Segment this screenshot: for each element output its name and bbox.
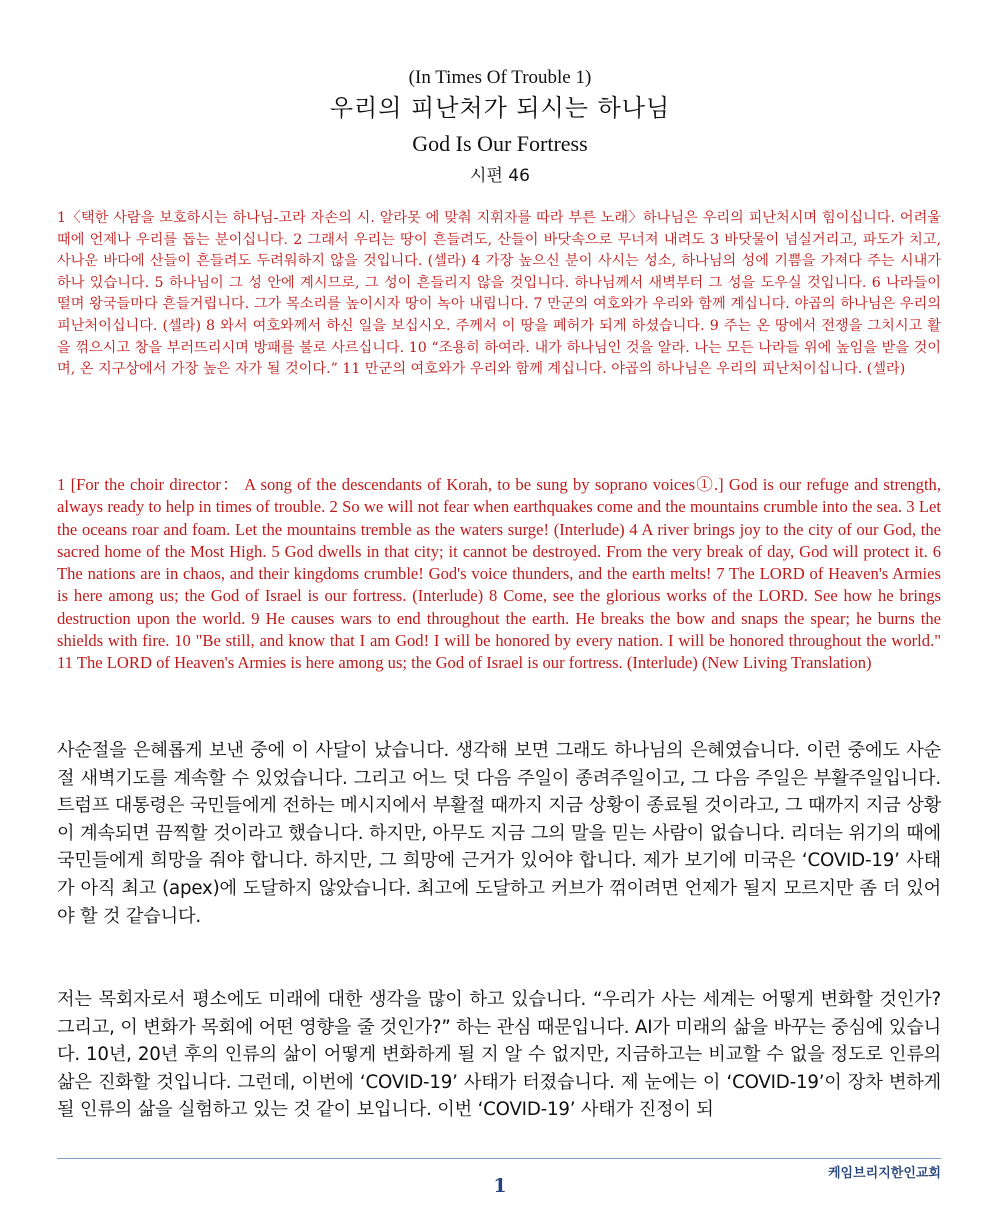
scripture-reference: 시편 46 <box>470 166 530 186</box>
series-subtitle: (In Times Of Trouble 1) <box>408 67 592 88</box>
page-number: 1 <box>493 1175 507 1197</box>
footer-divider <box>57 1158 941 1159</box>
korean-sermon-title: 우리의 피난처가 되시는 하나님 <box>329 94 671 122</box>
english-sermon-title: God Is Our Fortress <box>412 131 588 156</box>
sermon-paragraph-1: 사순절을 은혜롭게 보낸 중에 이 사달이 났습니다. 생각해 보면 그래도 하나님의 은혜였습니다. 이런 중에도 사순절 새벽기도를 계속할 수 있었습니다. 그리고 어느 덧 다음 주일이 종려주일이고, 그 다음 주일은 부활주일입니다. 트럼프 대통령은 국민들에게 전하는 메시지에서 부활절 때까지 지금 상황이 종료될 것이라고, 그 때까지 지금 상황이 계속되면 끔찍할 것이라고 했습니다. 하지만, 아무도 지금 그의 말을 믿는 사람이 없습니다. 리더는 위기의 때에 국민들에게 희망을 줘야 합니다. 하지만, 그 희망에 근거가 있어야 합니다. 제가 보기에 미국은 ‘COVID-19’ 사태가 아직 최고 (apex)에 도달하지 않았습니다. 최고에 도달하고 커브가 꺾이려면 언제가 될지 모르지만 좀 더 있어야 할 것 같습니다. <box>57 740 941 927</box>
title-block <box>0 66 1000 190</box>
english-scripture-passage: 1 [For the choir director： A song of the descendants of Korah, to be sung by soprano voices①.] God is our refuge and strength, always ready to help in times of trouble. 2 So we will not fear when earthquakes come and the mountains crumble into the sea. 3 Let the oceans roar and foam. Let the mountains tremble as the waters surge! (Interlude) 4 A river brings joy to the city of our God, the sacred home of the Most High. 5 God dwells in that city; it cannot be destroyed. From the very break of day, God will protect it. 6 The nations are in chaos, and their kingdoms crumble! God's voice thunders, and the earth melts! 7 The LORD of Heaven's Armies is here among us; the God of Israel is our fortress. (Interlude) 8 Come, see the glorious works of the LORD. See how he brings destruction upon the world. 9 He causes wars to end throughout the earth. He breaks the bow and snaps the spear; he burns the shields with fire. 10 "Be still, and know that I am God! I will be honored by every nation. I will be honored throughout the world." 11 The LORD of Heaven's Armies is here among us; the God of Israel is our fortress. (Interlude) (New Living Translation) <box>57 475 941 673</box>
church-name: 케임브리지한인교회 <box>827 1166 941 1181</box>
sermon-paragraph-2: 저는 목회자로서 평소에도 미래에 대한 생각을 많이 하고 있습니다. “우리가 사는 세계는 어떻게 변화할 것인가? 그리고, 이 변화가 목회에 어떤 영향을 줄 것인가?” 하는 관심 때문입니다. AI가 미래의 삶을 바꾸는 중심에 있습니다. 10년, 20년 후의 인류의 삶이 어떻게 변화하게 될 지 알 수 없지만, 지금하고는 비교할 수 없을 정도로 인류의 삶은 진화할 것입니다. 그런데, 이번에 ‘COVID-19’ 사태가 터졌습니다. 제 눈에는 이 ‘COVID-19’이 장차 변하게 될 인류의 삶을 실험하고 있는 것 같이 보입니다. 이번 ‘COVID-19’ 사태가 진정이 되 <box>57 989 941 1121</box>
korean-scripture-passage: 1〈택한 사람을 보호하시는 하나님-고라 자손의 시. 알라못 에 맞춰 지휘자를 따라 부른 노래〉하나님은 우리의 피난처시며 힘이십니다. 어려울 때에 언제나 우리를 돕는 분이십니다. 2 그래서 우리는 땅이 흔들려도, 산들이 바닷속으로 무너져 내려도 3 바닷물이 넘실거리고, 파도가 치고, 사나운 바다에 산들이 흔들려도 두려워하지 않을 것입니다. (셀라) 4 가장 높으신 분이 사시는 성소, 하나님의 성에 기쁨을 가져다 주는 시내가 하나 있습니다. 5 하나님이 그 성 안에 계시므로, 그 성이 흔들리지 않을 것입니다. 하나님께서 새벽부터 그 성을 도우실 것입니다. 6 나라들이 떨며 왕국들마다 흔들거립니다. 그가 목소리를 높이시자 땅이 녹아 내립니다. 7 만군의 여호와가 우리와 함께 계십니다. 야곱의 하나님은 우리의 피난처이십니다. (셀라) 8 와서 여호와께서 하신 일을 보십시오. 주께서 이 땅을 폐허가 되게 하셨습니다. 9 주는 온 땅에서 전쟁을 그치시고 활을 꺾으시고 창을 부러뜨리시며 방패를 불로 사르십니다. 10 “조용히 하여라. 내가 하나님인 것을 알라. 나는 모든 나라들 위에 높임을 받을 것이며, 온 지구상에서 가장 높은 자가 될 것이다.” 11 만군의 여호와가 우리와 함께 계십니다. 야곱의 하나님은 우리의 피난처이십니다. (셀라) <box>57 210 941 378</box>
